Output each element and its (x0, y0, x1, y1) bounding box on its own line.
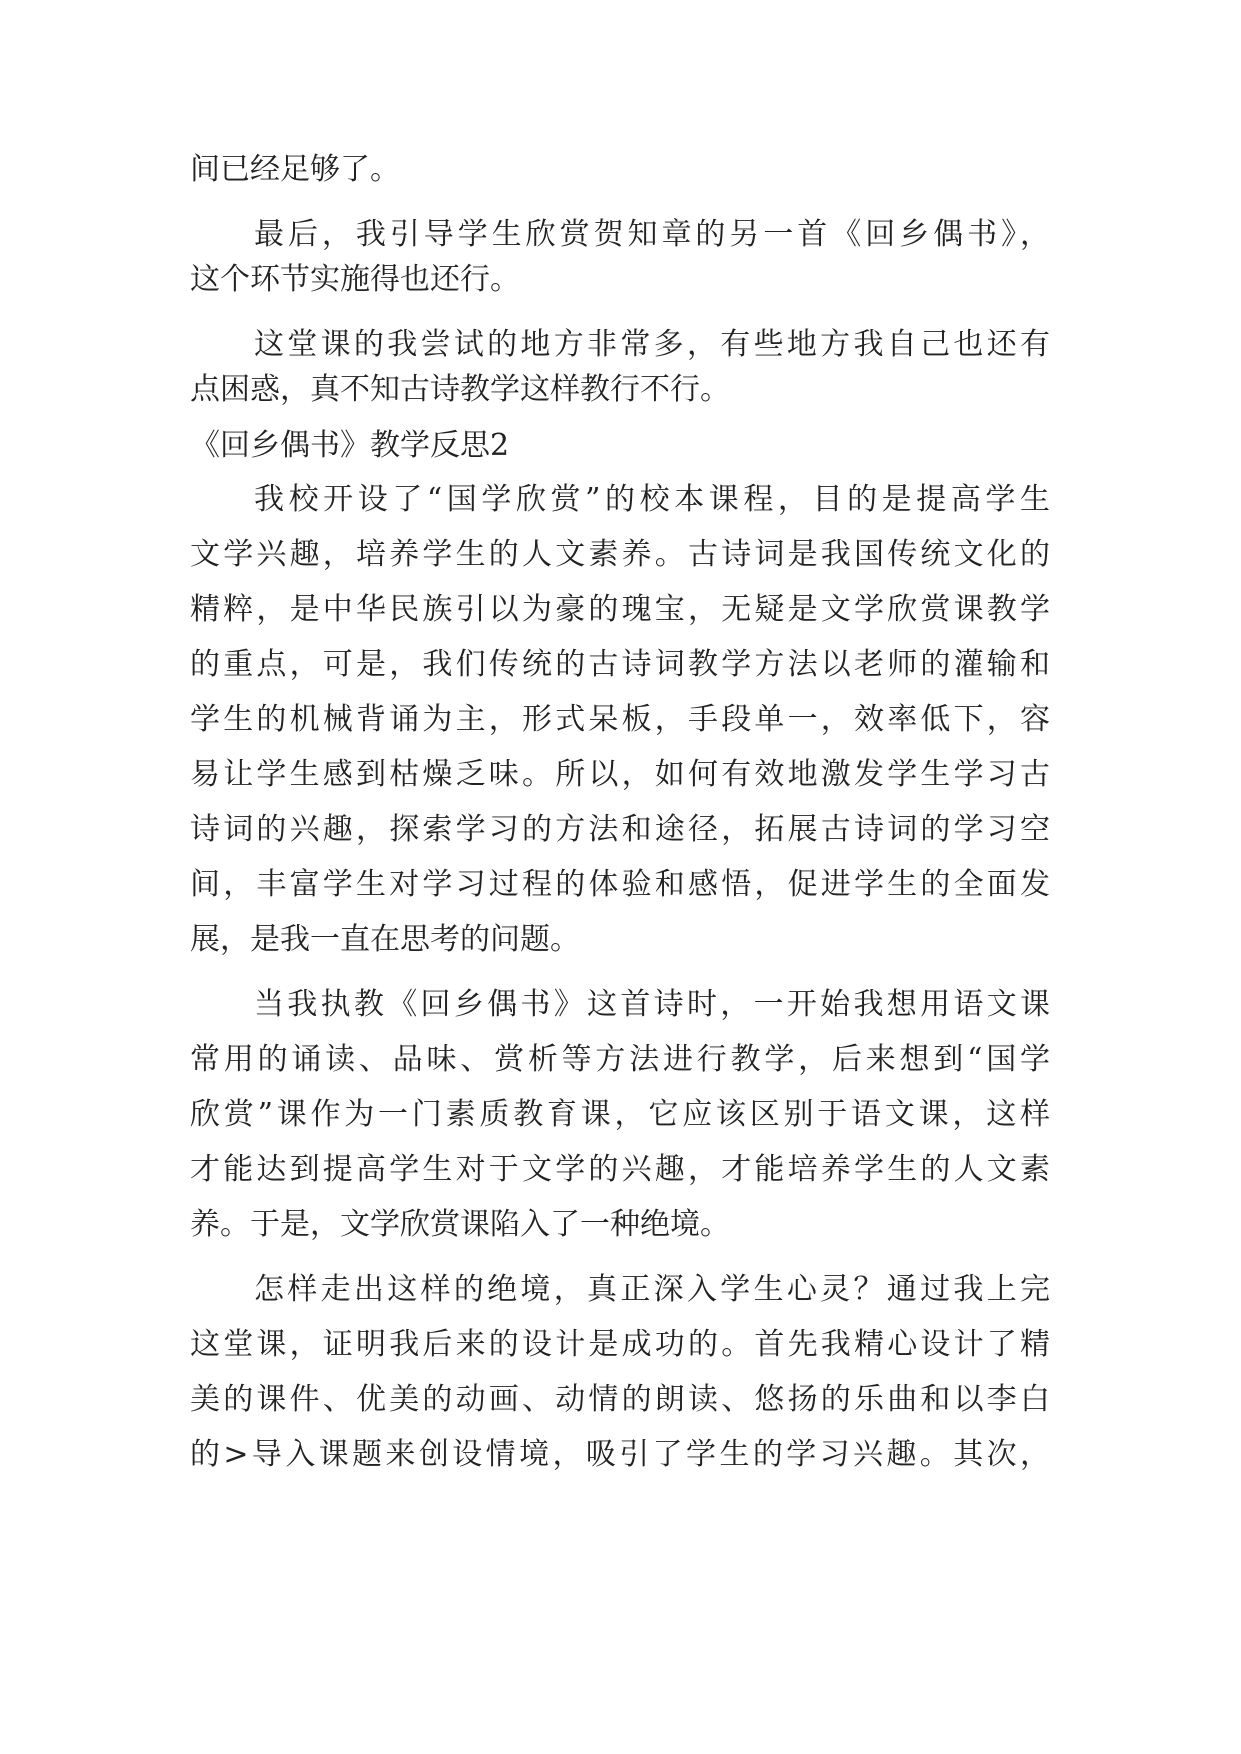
paragraph-line: 易让学生感到枯燥乏味。所以，如何有效地激发学生学习古 (190, 757, 1050, 792)
paragraph-line: 精粹，是中华民族引以为豪的瑰宝，无疑是文学欣赏课教学 (190, 592, 1050, 627)
paragraph-line: 展，是我一直在思考的问题。 (190, 922, 580, 957)
paragraph-line: 我校开设了“国学欣赏”的校本课程，目的是提高学生 (254, 482, 1050, 517)
paragraph-line: 怎样走出这样的绝境，真正深入学生心灵？通过我上完 (254, 1272, 1050, 1307)
paragraph-line: 这堂课，证明我后来的设计是成功的。首先我精心设计了精 (190, 1327, 1050, 1362)
paragraph-line: 间已经足够了。 (190, 152, 400, 187)
paragraph-line: 才能达到提高学生对于文学的兴趣，才能培养学生的人文素 (190, 1152, 1050, 1187)
paragraph-line: 学生的机械背诵为主，形式呆板，手段单一，效率低下，容 (190, 702, 1050, 737)
paragraph-line: 欣赏”课作为一门素质教育课，它应该区别于语文课，这样 (190, 1097, 1050, 1132)
section-heading: 《回乡偶书》教学反思2 (190, 428, 510, 463)
paragraph-line: 常用的诵读、品味、赏析等方法进行教学，后来想到“国学 (190, 1042, 1050, 1077)
paragraph-line: 这堂课的我尝试的地方非常多，有些地方我自己也还有 (254, 327, 1050, 362)
paragraph-line: 间，丰富学生对学习过程的体验和感悟，促进学生的全面发 (190, 867, 1050, 902)
paragraph-line: 文学兴趣，培养学生的人文素养。古诗词是我国传统文化的 (190, 537, 1050, 572)
paragraph-line: 诗词的兴趣，探索学习的方法和途径，拓展古诗词的学习空 (190, 812, 1050, 847)
paragraph-line: 养。于是，文学欣赏课陷入了一种绝境。 (190, 1207, 730, 1242)
paragraph-line: 点困惑，真不知古诗教学这样教行不行。 (190, 372, 730, 407)
paragraph-line: 当我执教《回乡偶书》这首诗时，一开始我想用语文课 (254, 987, 1050, 1022)
paragraph-line: 美的课件、优美的动画、动情的朗读、悠扬的乐曲和以李白 (190, 1382, 1050, 1417)
paragraph-line: 的重点，可是，我们传统的古诗词教学方法以老师的灌输和 (190, 647, 1050, 682)
paragraph-line: 最后，我引导学生欣赏贺知章的另一首《回乡偶书》， (254, 217, 1050, 252)
paragraph-line: 这个环节实施得也还行。 (190, 262, 520, 297)
paragraph-line: 的>导入课题来创设情境，吸引了学生的学习兴趣。其次， (190, 1437, 1050, 1472)
